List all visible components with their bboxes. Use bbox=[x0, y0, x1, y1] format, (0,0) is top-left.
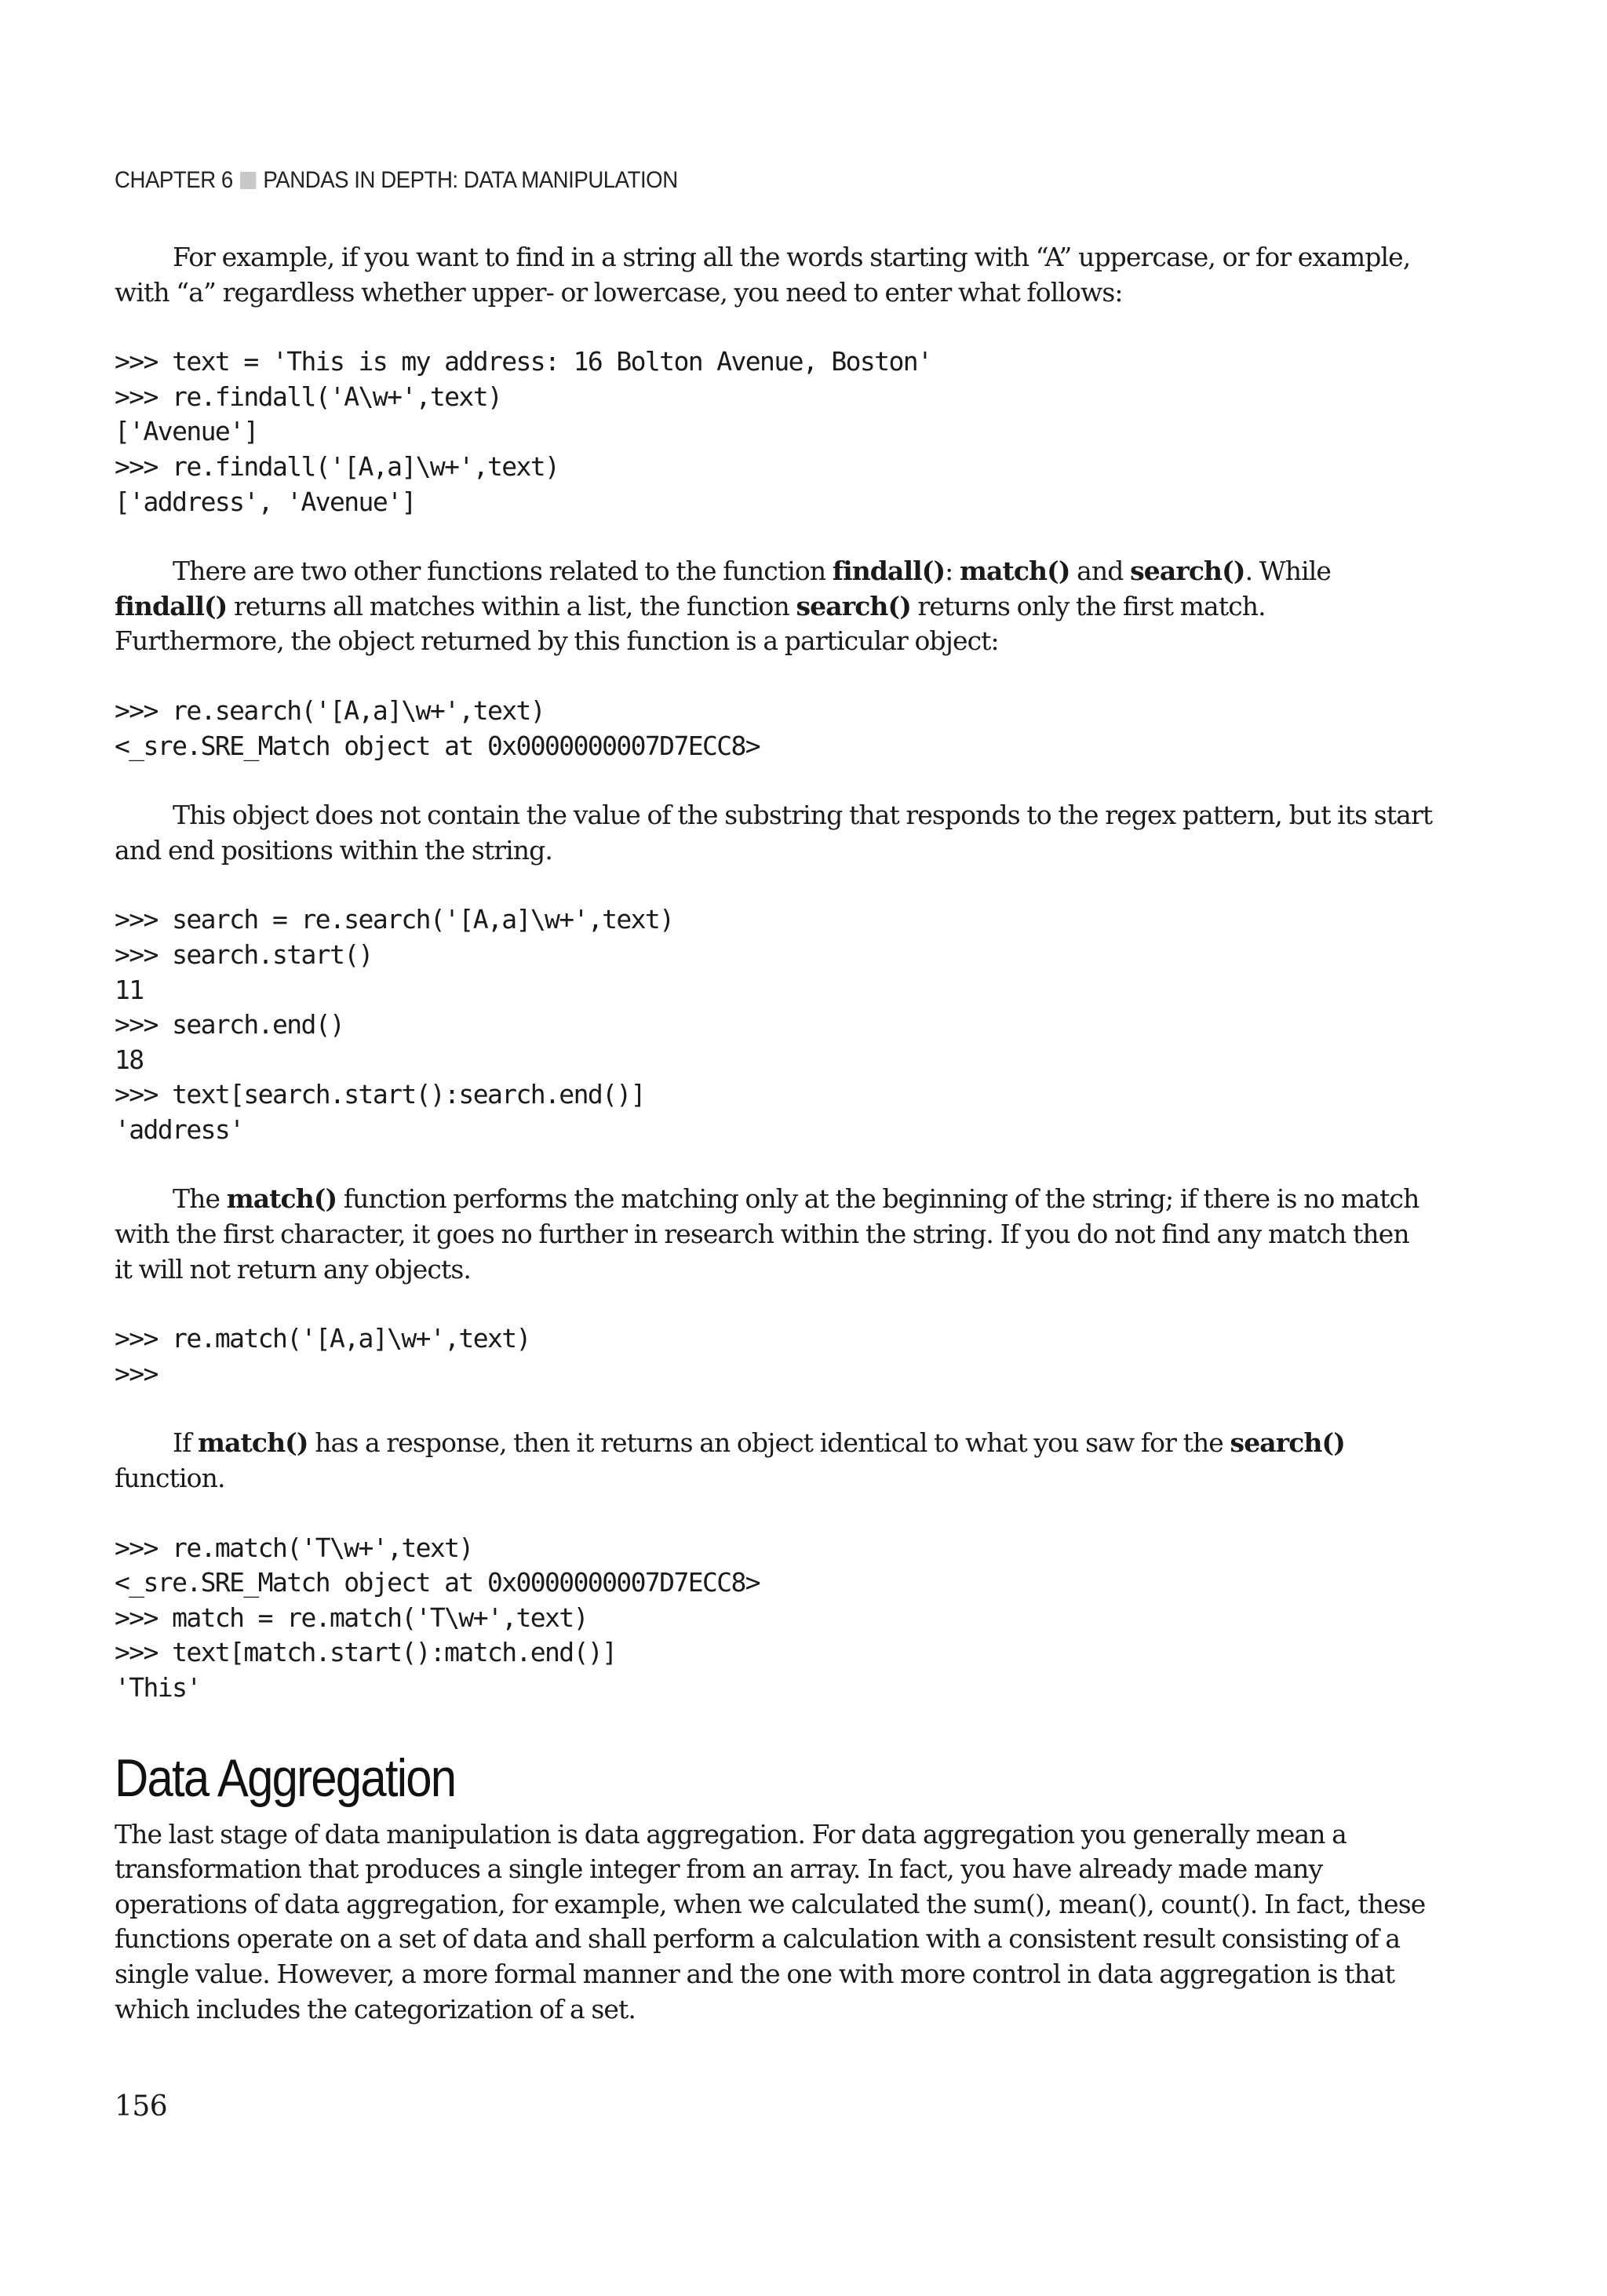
page-number: 156 bbox=[115, 2090, 168, 2123]
section-heading: Data Aggregation bbox=[115, 1748, 456, 1808]
code-block-match-result: >>> re.match('T\w+',text) <_sre.SRE_Match object at 0x0000000007D7ECC8> >>> match = re.match('T\w+',text) >>> text[match.start():match.end()] 'This' bbox=[115, 1532, 760, 1703]
paragraph-match-object: This object does not contain the value of the substring that responds to the regex pattern, but its start and end positions within the string. bbox=[115, 800, 1433, 866]
inline-code-search: search() bbox=[1230, 1427, 1345, 1459]
inline-code-match: match() bbox=[198, 1427, 308, 1459]
inline-code-search: search() bbox=[796, 590, 911, 621]
paragraph-findall-intro: For example, if you want to find in a string all the words starting with “A” uppercase, or for example, with “a” regardless whether upper- or lowercase, you need to enter what follows: bbox=[115, 242, 1411, 308]
code-block-match-no-result: >>> re.match('[A,a]\w+',text) >>> bbox=[115, 1323, 530, 1389]
code-block-start-end: >>> search = re.search('[A,a]\w+',text) >>> search.start() 11 >>> search.end() 18 >>> text[search.start():search.end()] 'address' bbox=[115, 904, 674, 1145]
code-block-search: >>> re.search('[A,a]\w+',text) <_sre.SRE_Match object at 0x0000000007D7ECC8> bbox=[115, 694, 760, 761]
inline-code-match: match() bbox=[226, 1183, 337, 1215]
paragraph-data-aggregation: The last stage of data manipulation is data aggregation. For data aggregation you generally mean a transformation that produces a single integer from an array. In fact, you have already made many operations of data aggregation, for example, when we calculated the sum(), mean(), count(). In fact, these functions operate on a set of data and shall perform a calculation with a consistent result consisting of a single value. However, a more formal manner and the one with more control in data aggregation is that which includes the categorization of a set. bbox=[115, 1818, 1426, 2024]
code-block-findall: >>> text = 'This is my address: 16 Bolton Avenue, Boston' >>> re.findall('A\w+',text) ['Avenue'] >>> re.findall('[A,a]\w+',text) ['address', 'Avenue'] bbox=[115, 346, 932, 517]
chapter-label: CHAPTER 6 bbox=[115, 167, 233, 193]
running-head bbox=[115, 167, 678, 194]
chapter-title: PANDAS IN DEPTH: DATA MANIPULATION bbox=[263, 167, 678, 193]
separator-square-icon bbox=[240, 172, 256, 189]
inline-code-findall: findall() bbox=[832, 556, 946, 587]
paragraph-related-functions: There are two other functions related to the function findall(): match() and search(). While findall() returns all matches within a list, the function search() returns only the first match. Furthermore, the object returned by this function is a particular object: bbox=[115, 556, 1332, 657]
inline-code-match: match() bbox=[959, 556, 1070, 587]
paragraph-match-function: The match() function performs the matching only at the beginning of the string; if there is no match with the first character, it goes no further in research within the string. If you do not find any match then it will not return any objects. bbox=[115, 1183, 1419, 1285]
page-content bbox=[115, 240, 1433, 2027]
paragraph-match-response: If match() has a response, then it returns an object identical to what you saw for the search() function. bbox=[115, 1427, 1345, 1494]
inline-code-search: search() bbox=[1130, 556, 1245, 587]
inline-code-findall: findall() bbox=[115, 590, 228, 621]
